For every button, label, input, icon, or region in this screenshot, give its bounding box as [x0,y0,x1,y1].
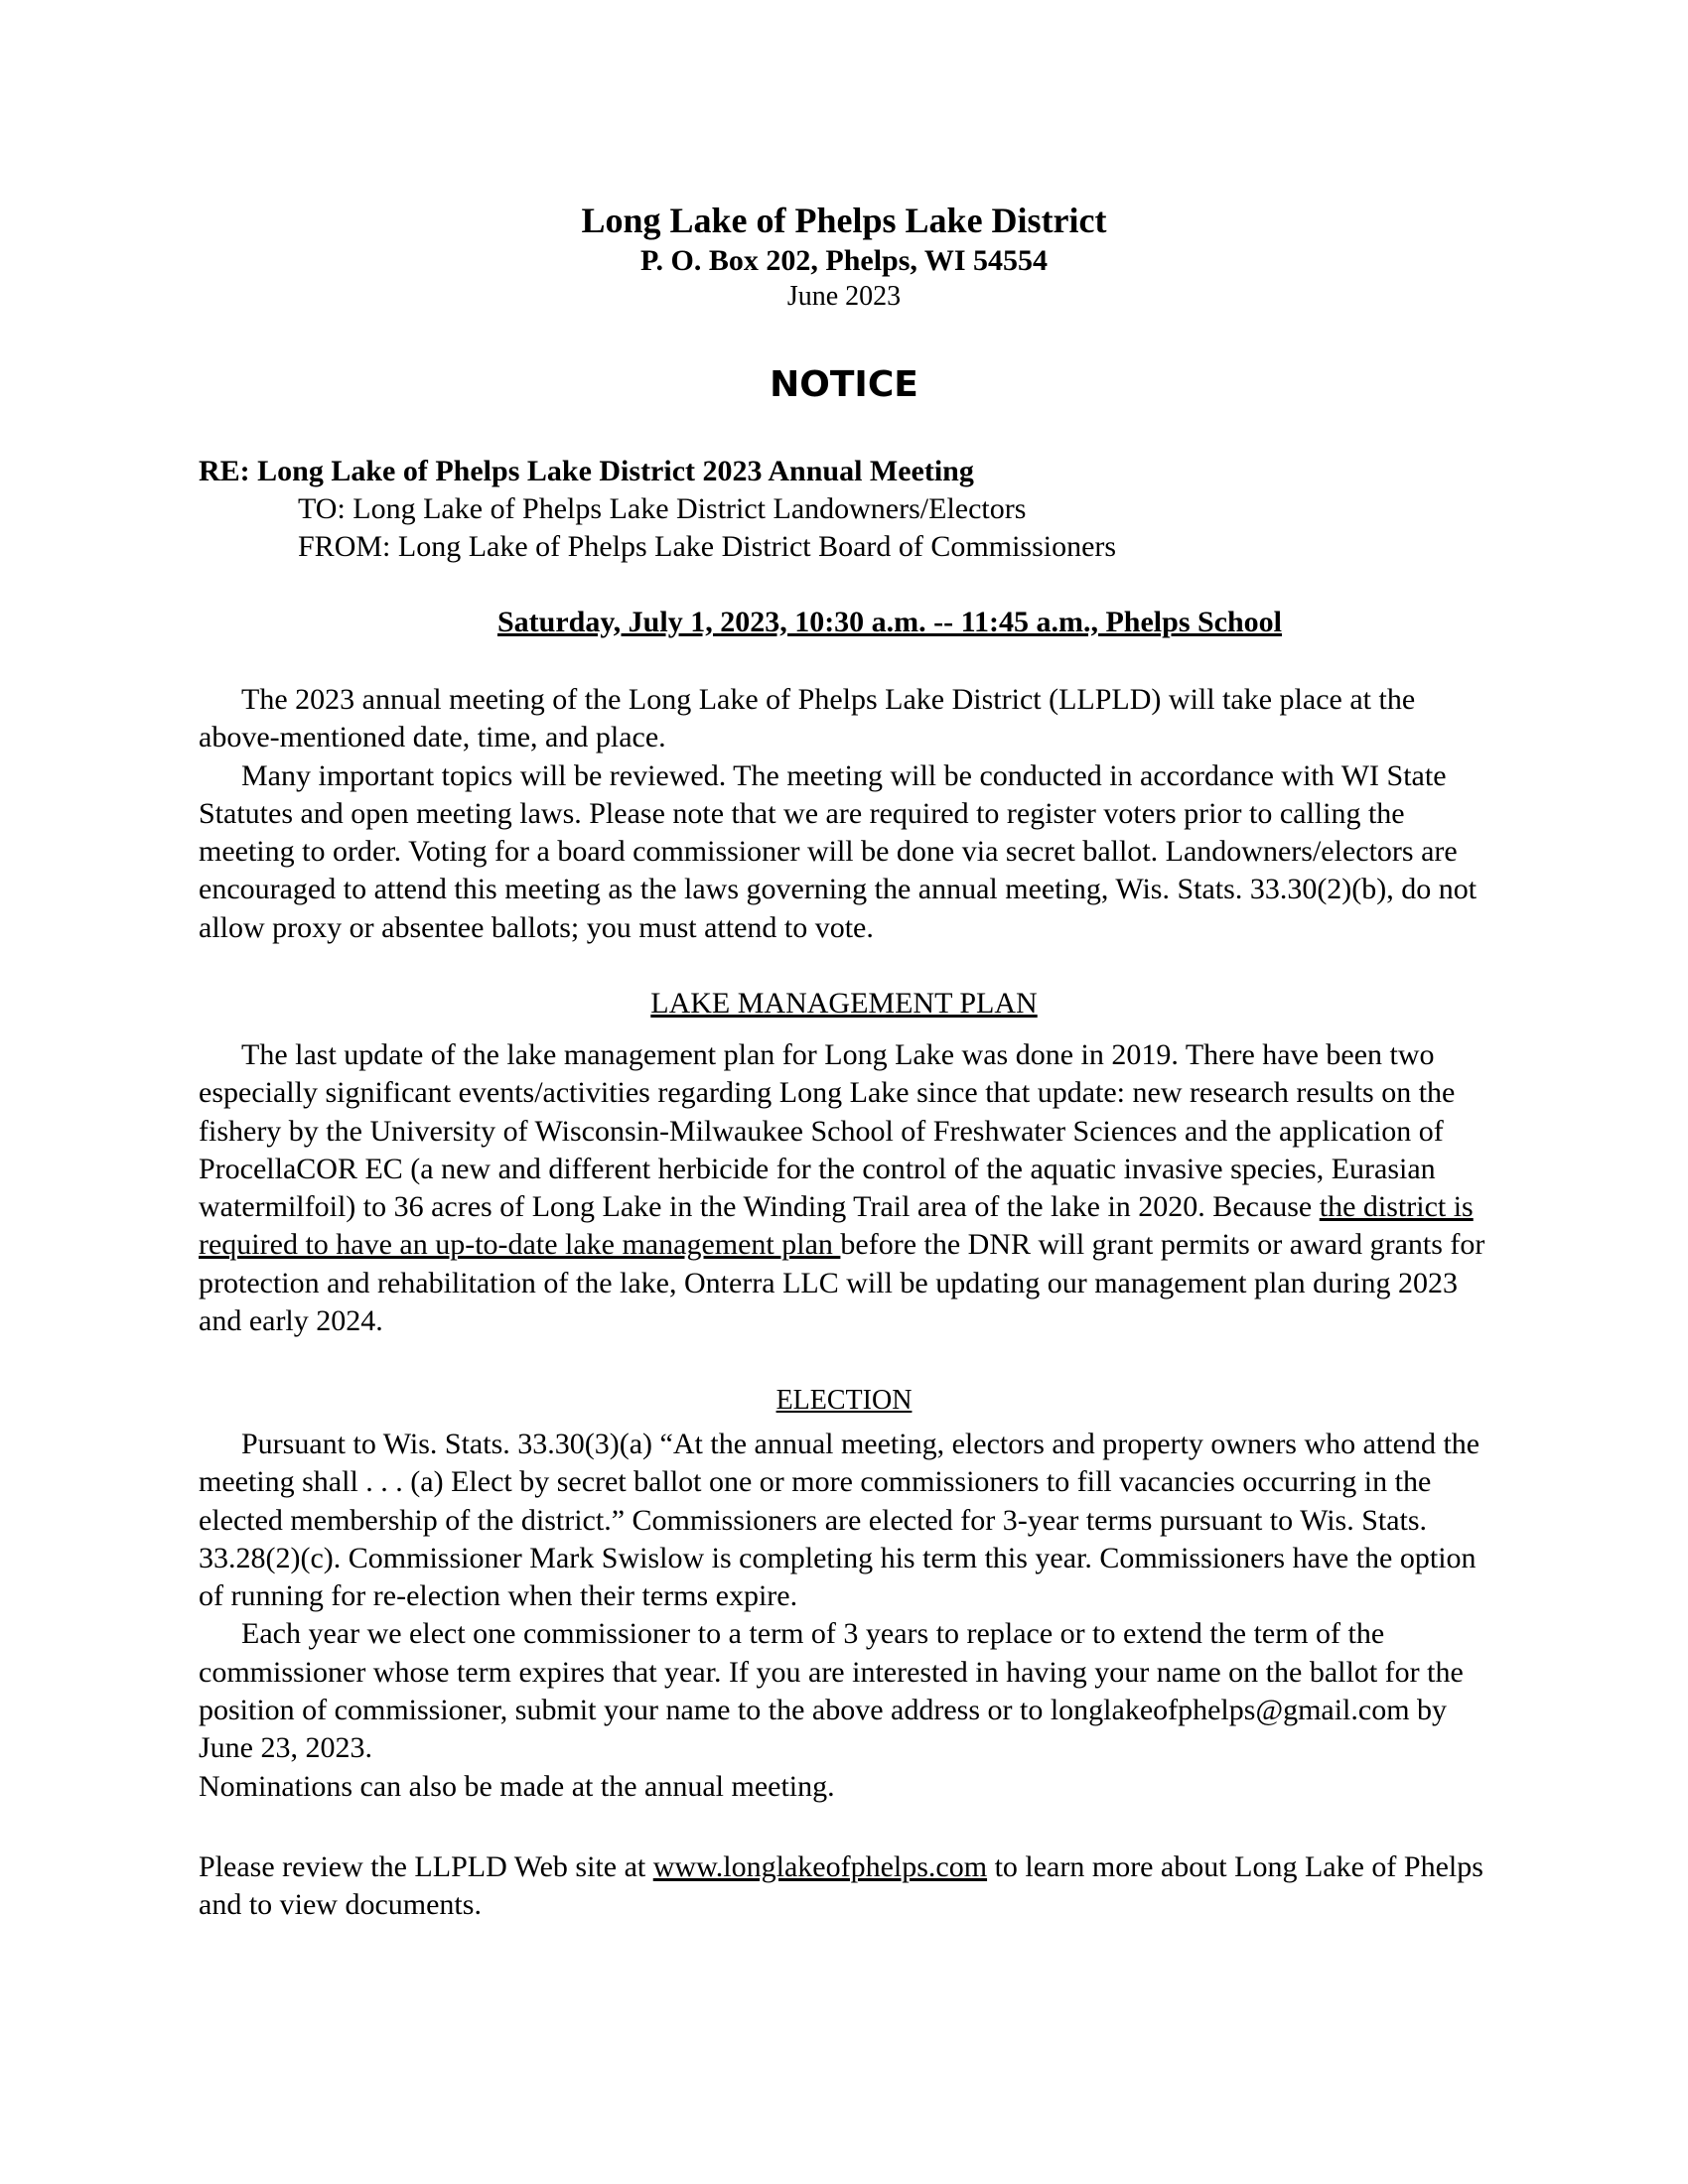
notice-title: NOTICE [770,364,918,405]
organization-name: Long Lake of Phelps Lake District [581,201,1107,240]
to-line: TO: Long Lake of Phelps Lake District Landowners/Electors [298,492,1027,525]
election-paragraph-1: Pursuant to Wis. Stats. 33.30(3)(a) “At the annual meeting, electors and property owners who attend the meeting shall . . . (a) Elect by secret ballot one or more commissioners to fill vacancies occurring in the elected membership of the district.” Commissioners are elected for 3-year terms pursuant to Wis. Stats. 33.28(2)(c). Commissioner Mark Swislow is completing his term this year. Commissioners have the option of running for re-election when their terms expire. [199,1428,1480,1613]
closing-text-start: Please review the LLPLD Web site at [199,1850,653,1883]
re-subject: RE: Long Lake of Phelps Lake District 2023 Annual Meeting [199,455,974,487]
closing-text-end: to learn more about Long Lake of Phelps and to view documents. [199,1850,1483,1922]
organization-address: P. O. Box 202, Phelps, WI 54554 [639,244,1049,277]
lake-plan-paragraph [199,1036,1489,1340]
closing-section [199,1848,1489,1925]
intro-paragraph-1: The 2023 annual meeting of the Long Lake of Phelps Lake District (LLPLD) will take place at the above-mentioned date, time, and place. [199,683,1416,754]
document-date: June 2023 [786,281,902,312]
lake-plan-section [199,985,1489,1340]
election-paragraph-3: Nominations can also be made at the annual meeting. [199,1769,835,1803]
meeting-details [199,604,1489,641]
lake-plan-heading: LAKE MANAGEMENT PLAN [650,987,1038,1020]
letterhead [199,199,1489,314]
election-section [199,1382,1489,1806]
closing-paragraph [199,1848,1489,1925]
meeting-date-time-place: Saturday, July 1, 2023, 10:30 a.m. -- 11:45 a.m., Phelps School [496,606,1283,638]
election-paragraph-2: Each year we elect one commissioner to a term of 3 years to replace or to extend the term of the commissioner whose term expires that year. If you are interested in having your name on the ballot for the position of commissioner, submit your name to the above address or to longlakeofphelps@gmail.com by June 23, 2023. [199,1617,1464,1765]
memo-header [199,453,1489,566]
intro-section [199,681,1489,947]
lake-plan-requirement: the district is required to have an up-to-date lake management plan [199,1190,1474,1262]
website-link[interactable]: www.longlakeofphelps.com [652,1850,988,1883]
document-page [199,0,1489,2184]
from-line: FROM: Long Lake of Phelps Lake District Board of Commissioners [298,530,1117,563]
intro-paragraph-2: Many important topics will be reviewed. The meeting will be conducted in accordance with WI State Statutes and open meeting laws. Please note that we are required to register voters prior to calling the meeting to order. Voting for a board commissioner will be done via secret ballot. Landowners/electors are encouraged to attend this meeting as the laws governing the annual meeting, Wis. Stats. 33.30(2)(b), do not allow proxy or absentee ballots; you must attend to vote. [199,758,1477,944]
election-heading: ELECTION [775,1385,913,1416]
lake-plan-text-end: before the DNR will grant permits or award grants for protection and rehabilitation of the lake, Onterra LLC will be updating our management plan during 2023 and early 2024. [199,1228,1485,1338]
lake-plan-text-start: The last update of the lake management plan for Long Lake was done in 2019. There have been two especially significant events/activities regarding Long Lake since that update: new research results on the fishery by the University of Wisconsin-Milwaukee School of Freshwater Sciences and the application of ProcellaCOR EC (a new and different herbicide for the control of the aquatic invasive species, Eurasian watermilfoil) to 36 acres of Long Lake in the Winding Trail area of the lake in 2020. Because [199,1038,1456,1224]
